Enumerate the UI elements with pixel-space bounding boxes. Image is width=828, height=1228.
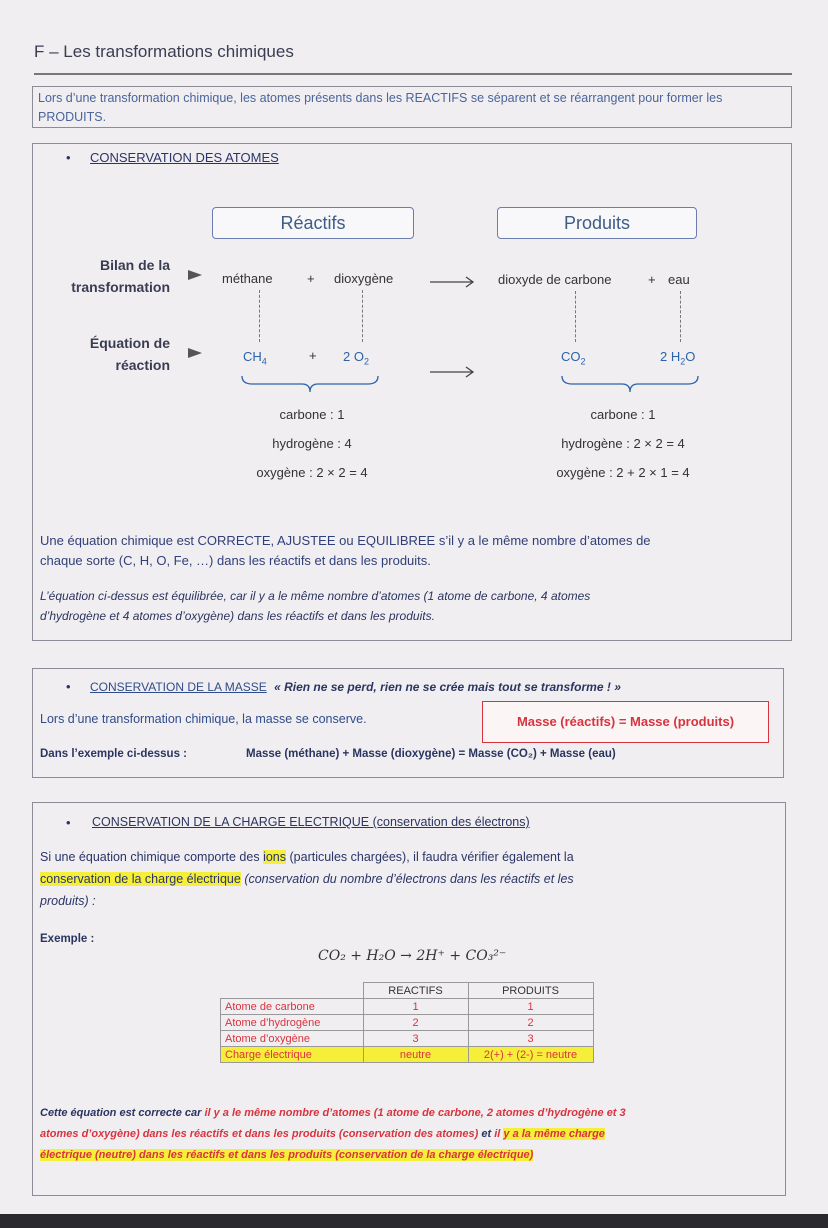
table-row: Charge électrique neutre 2(+) + (2-) = neutre xyxy=(221,1047,594,1063)
table-header-produits: PRODUITS xyxy=(468,983,593,999)
bilan-methane: méthane xyxy=(222,271,273,286)
section-mass-heading: CONSERVATION DE LA MASSE xyxy=(90,680,267,694)
mass-formula-box: Masse (réactifs) = Masse (produits) xyxy=(482,701,769,743)
brace-reactifs xyxy=(240,374,380,396)
equation-arrow-icon xyxy=(428,364,478,380)
bottom-edge-strip xyxy=(0,1214,828,1228)
connector-co2 xyxy=(575,291,576,342)
equation-plus: + xyxy=(309,348,317,363)
bilan-dioxyde-carbone: dioxyde de carbone xyxy=(498,272,612,287)
conservation-table xyxy=(220,982,594,1063)
section-mass-heading-line xyxy=(90,680,621,694)
balanced-note: L’équation ci-dessus est équilibrée, car il y a le même nombre d’atomes (1 atome de carbone, 4 atomes d’hydrogène et 4 atomes d’oxygène) dans les réactifs et dans les produits. xyxy=(40,589,591,623)
produits-atom-counts: carbone : 1 hydrogène : 2 × 2 = 4 oxygène : 2 + 2 × 1 = 4 xyxy=(556,407,690,480)
formula-h2o: 2 $H_2O$ xyxy=(660,349,696,367)
bilan-arrow-icon xyxy=(428,274,478,290)
produits-header: Produits xyxy=(497,207,697,239)
title-divider xyxy=(34,73,792,75)
example-label: Exemple : xyxy=(40,933,95,945)
equation-pointer-icon xyxy=(188,348,202,358)
bullet-icon: • xyxy=(66,815,71,830)
formula-o2: 2 $O_2$ xyxy=(343,349,369,367)
table-row: Atome de carbone 1 1 xyxy=(221,999,594,1015)
bilan-eau: eau xyxy=(668,272,690,287)
mass-statement: Lors d’une transformation chimique, la masse se conserve. xyxy=(40,712,367,726)
table-header-reactifs: REACTIFS xyxy=(363,983,468,999)
formula-ch4: $CH_4$ xyxy=(243,349,267,367)
table-row: Atome d’hydrogène 2 2 xyxy=(221,1015,594,1031)
label-equation: Équation de réaction xyxy=(89,335,170,373)
bullet-icon: • xyxy=(66,150,71,165)
mass-example-text: Masse (méthane) + Masse (dioxygène) = Masse (CO₂) + Masse (eau) xyxy=(246,748,616,760)
charge-paragraph: Si une équation chimique comporte des ions (particules chargées), il faudra vérifier également la conservation de la charge électrique (conservation du nombre d’électrons dans les réactifs et les produits) : xyxy=(40,850,574,908)
ionic-equation: CO₂ + H₂O → 2H⁺ + CO₃²⁻ xyxy=(318,948,507,964)
intro-text: Lors d’une transformation chimique, les atomes présents dans les REACTIFS se séparent et se réarrangent pour former les PRODUITS. xyxy=(38,91,723,124)
lavoisier-quote: « Rien ne se perd, rien ne se crée mais tout se transforme ! » xyxy=(274,680,621,694)
connector-eau xyxy=(680,291,681,342)
section-charge-heading: CONSERVATION DE LA CHARGE ELECTRIQUE (conservation des électrons) xyxy=(92,815,530,829)
mass-example-label: Dans l’exemple ci-dessus : xyxy=(40,748,188,760)
bilan-pointer-icon xyxy=(188,270,202,280)
brace-produits xyxy=(560,374,700,396)
connector-methane xyxy=(259,290,260,342)
reactifs-atom-counts: carbone : 1 hydrogène : 4 oxygène : 2 × 2 = 4 xyxy=(256,407,368,480)
section-atoms-heading: CONSERVATION DES ATOMES xyxy=(90,150,279,165)
bilan-plus-2: + xyxy=(648,272,656,287)
bilan-dioxygene: dioxygène xyxy=(334,271,394,286)
balanced-rule: Une équation chimique est CORRECTE, AJUSTEE ou EQUILIBREE s’il y a le même nombre d’atomes de chaque sorte (C, H, O, Fe, …) dans les réactifs et dans les produits. xyxy=(40,533,651,568)
bullet-icon: • xyxy=(66,679,71,694)
table-row: Atome d’oxygène 3 3 xyxy=(221,1031,594,1047)
page-title: F – Les transformations chimiques xyxy=(34,42,294,61)
reactifs-header: Réactifs xyxy=(212,207,414,239)
charge-conclusion: Cette équation est correcte car il y a le même nombre d’atomes (1 atome de carbone, 2 atomes d’hydrogène et 3 atomes d’oxygène) dans les réactifs et dans les produits (conservation des atomes) et il y a la même charge électrique (neutre) dans les réactifs et dans les produits (conservation de la charge électrique) xyxy=(40,1107,626,1161)
label-bilan: Bilan de la transformation xyxy=(71,257,170,295)
formula-co2: $CO_2$ xyxy=(561,349,586,367)
bilan-plus-1: + xyxy=(307,271,315,286)
connector-dioxygene xyxy=(362,290,363,342)
